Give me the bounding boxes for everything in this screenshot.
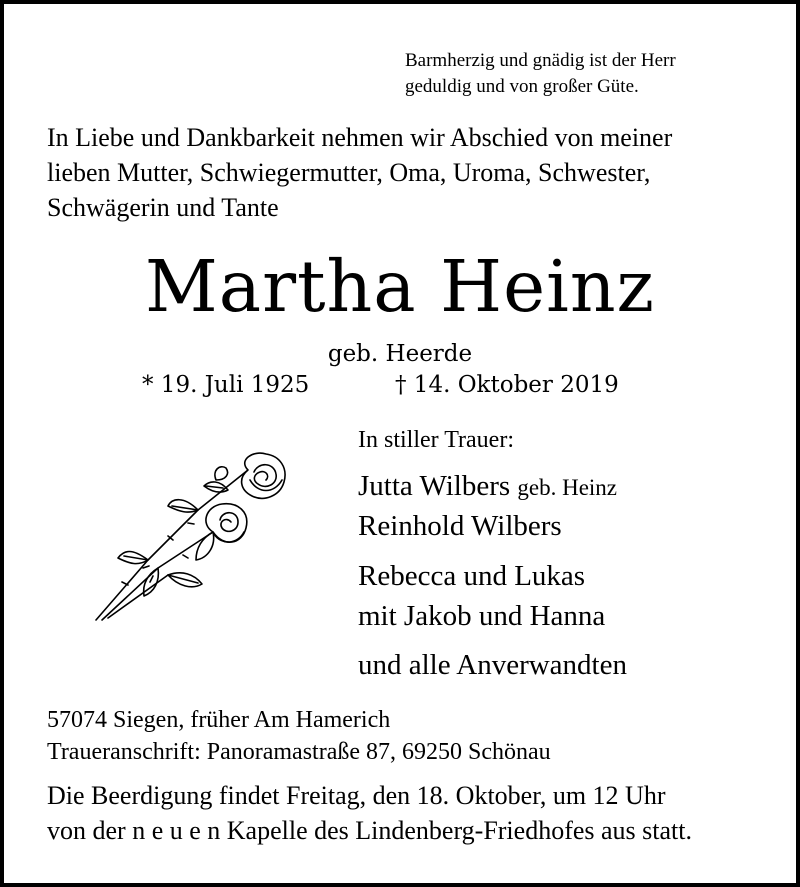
motto-verse <box>405 48 676 100</box>
mourner-4: mit Jakob und Hanna <box>358 600 606 632</box>
mourning-heading: In stiller Trauer: <box>358 427 514 453</box>
funeral-line-2: von der n e u e n Kapelle des Lindenberg-Friedhofes aus statt. <box>47 816 692 845</box>
mourner-1-nee: geb. Heinz <box>517 475 618 500</box>
intro-line-1: In Liebe und Dankbarkeit nehmen wir Abschied von meiner <box>47 123 673 152</box>
mourner-1 <box>358 466 617 508</box>
other-relatives: und alle Anverwandten <box>358 649 627 681</box>
address-line-2: Traueranschrift: Panoramastraße 87, 69250 Schönau <box>47 739 551 765</box>
address-line-1: 57074 Siegen, früher Am Hamerich <box>47 707 391 733</box>
birth-date: * 19. Juli 1925 <box>142 372 310 398</box>
mourner-2: Reinhold Wilbers <box>358 510 562 542</box>
maiden-name: geb. Heerde <box>327 341 473 367</box>
roses-illustration-icon <box>88 450 296 625</box>
death-date: † 14. Oktober 2019 <box>395 372 619 398</box>
mourner-1-name: Jutta Wilbers <box>358 470 511 502</box>
motto-line-1: Barmherzig und gnädig ist der Herr <box>405 50 676 71</box>
intro-line-3: Schwägerin und Tante <box>47 193 279 222</box>
intro-text <box>47 120 672 225</box>
deceased-name: Martha Heinz <box>145 245 655 328</box>
mourner-3: Rebecca und Lukas <box>358 560 586 592</box>
motto-line-2: geduldig und von großer Güte. <box>405 76 639 97</box>
intro-line-2: lieben Mutter, Schwiegermutter, Oma, Uroma, Schwester, <box>47 158 651 187</box>
funeral-line-1: Die Beerdigung findet Freitag, den 18. Oktober, um 12 Uhr <box>47 781 666 810</box>
